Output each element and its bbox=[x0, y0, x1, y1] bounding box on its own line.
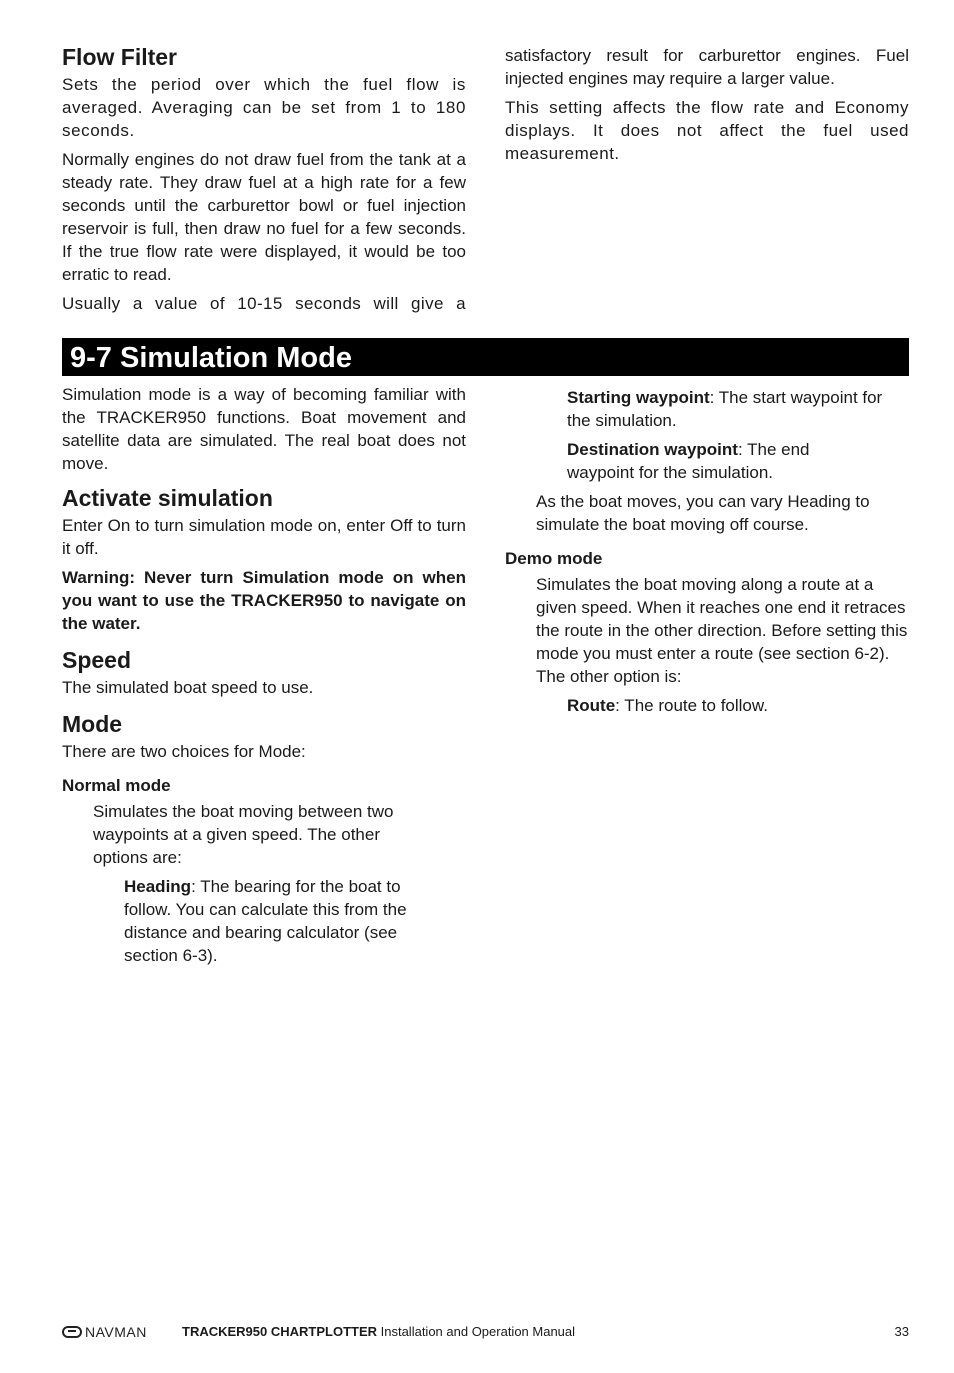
simulation-column-left bbox=[62, 383, 466, 973]
route-option bbox=[567, 694, 909, 717]
navman-logo bbox=[62, 1322, 147, 1342]
simulation-warning: Warning: Never turn Simulation mode on when you want to use the TRACKER950 to navigate on the water. bbox=[62, 568, 466, 633]
starting-waypoint-label: Starting waypoint bbox=[567, 388, 710, 407]
flow-filter-paragraph-5: This setting affects the flow rate and Economy displays. It does not affect the fuel used measurement. bbox=[505, 98, 909, 163]
page-footer bbox=[62, 1322, 909, 1342]
starting-waypoint-text: : The start waypoint for the simulation. bbox=[567, 388, 883, 430]
activate-simulation-text: Enter On to turn simulation mode on, enter Off to turn it off. bbox=[62, 516, 466, 558]
speed-text: The simulated boat speed to use. bbox=[62, 678, 314, 697]
destination-waypoint-option bbox=[567, 438, 867, 484]
page-number: 33 bbox=[894, 1324, 909, 1339]
section-title: 9-7 Simulation Mode bbox=[70, 342, 352, 374]
flow-filter-column-right bbox=[505, 44, 909, 171]
heading-option-label: Heading bbox=[124, 877, 192, 896]
heading-option bbox=[124, 875, 444, 967]
flow-filter-paragraph-3: Usually a value of 10-15 seconds will give a bbox=[62, 294, 466, 313]
simulation-column-right bbox=[505, 386, 909, 723]
demo-mode-text: Simulates the boat moving along a route at a given speed. When it reaches one end it retraces the route in the other direction. Before setting this mode you must enter a route (see section 6-2). The other option is: bbox=[536, 575, 908, 686]
route-option-text: : The route to follow. bbox=[615, 696, 768, 715]
manual-name: Installation and Operation Manual bbox=[377, 1324, 576, 1339]
navman-logo-text: NAVMAN bbox=[85, 1324, 147, 1340]
section-banner bbox=[62, 338, 909, 376]
simulation-intro: Simulation mode is a way of becoming familiar with the TRACKER950 functions. Boat movement and satellite data are simulated. The real boat does not move. bbox=[62, 385, 466, 473]
heading-option-text: : The bearing for the boat to follow. You can calculate this from the distance and bearing calculator (see section 6-3). bbox=[124, 877, 407, 965]
activate-simulation-heading: Activate simulation bbox=[62, 485, 273, 511]
flow-filter-paragraph-2: Normally engines do not draw fuel from the tank at a steady rate. They draw fuel at a high rate for a few seconds until the carburettor bowl or fuel injection reservoir is full, then draw no fuel for a few seconds. If the true flow rate were displayed, it would be too erratic to read. bbox=[62, 150, 466, 284]
manual-title bbox=[182, 1322, 575, 1342]
flow-filter-column-left bbox=[62, 44, 466, 321]
flow-filter-paragraph-4: satisfactory result for carburettor engines. Fuel injected engines may require a larger value. bbox=[505, 46, 909, 88]
flow-filter-paragraph-1: Sets the period over which the fuel flow is averaged. Averaging can be set from 1 to 180 seconds. bbox=[62, 75, 466, 140]
vary-heading-text: As the boat moves, you can vary Heading to simulate the boat moving off course. bbox=[536, 492, 870, 534]
destination-waypoint-text: : The end waypoint for the simulation. bbox=[567, 440, 810, 482]
destination-waypoint-label: Destination waypoint bbox=[567, 440, 738, 459]
normal-mode-text: Simulates the boat moving between two waypoints at a given speed. The other options are: bbox=[93, 802, 394, 867]
flow-filter-heading: Flow Filter bbox=[62, 44, 177, 70]
normal-mode-heading: Normal mode bbox=[62, 776, 171, 795]
route-option-label: Route bbox=[567, 696, 616, 715]
mode-text: There are two choices for Mode: bbox=[62, 742, 306, 761]
speed-heading: Speed bbox=[62, 647, 132, 673]
navman-logo-icon bbox=[62, 1326, 82, 1338]
demo-mode-heading: Demo mode bbox=[505, 549, 603, 568]
mode-heading: Mode bbox=[62, 711, 123, 737]
starting-waypoint-option bbox=[567, 386, 897, 432]
product-name: TRACKER950 CHARTPLOTTER bbox=[182, 1324, 378, 1339]
